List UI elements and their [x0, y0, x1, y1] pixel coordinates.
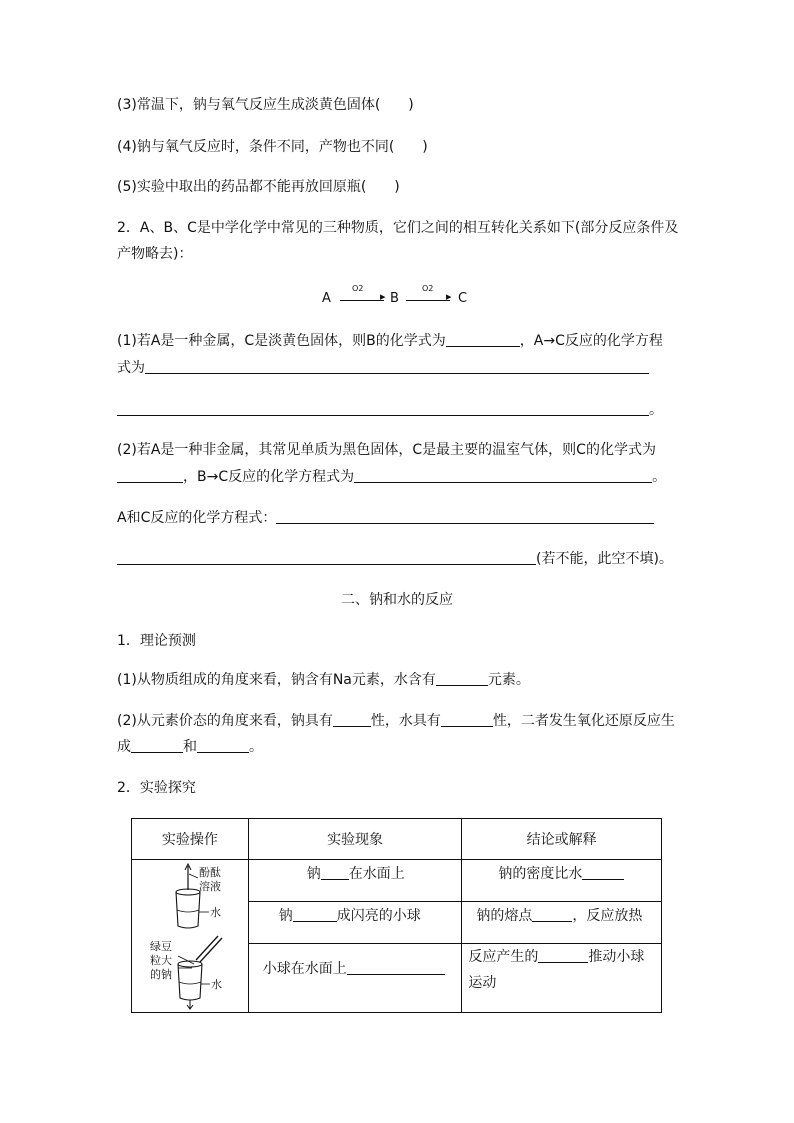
- label-grain-1: 绿豆: [150, 940, 172, 953]
- part-1-line1: [117, 331, 663, 351]
- ac-blank-1[interactable]: [276, 508, 654, 524]
- part-1-text-b: ，A→C反应的化学方程: [519, 333, 663, 349]
- row3-conc-text: [468, 946, 644, 966]
- row3-phen-a: 小球在水面上: [262, 961, 347, 977]
- row2-phenomenon: [248, 902, 462, 944]
- row1-phen-text: [307, 863, 405, 883]
- row3-conclusion: [462, 944, 662, 1013]
- period-1: 。: [649, 402, 663, 418]
- arrow-2-condition: O2: [422, 284, 434, 293]
- beaker-top-water: [177, 910, 199, 912]
- theory-q2-text-d: 成: [117, 739, 131, 755]
- part-2-line1: (2)若A是一种非金属，其常见单质为黑色固体，C是最主要的温室气体，则C的化学式为: [117, 442, 656, 458]
- row2-phen-blank[interactable]: [293, 906, 337, 922]
- operation-figure-cell: [132, 860, 249, 1013]
- part-1-blank-b-formula[interactable]: [446, 331, 520, 347]
- arrow-1-head: ▸: [380, 290, 386, 303]
- table-row: [132, 860, 662, 902]
- row2-conc-a: 钠的熔点: [476, 908, 533, 924]
- reaction-a: A: [322, 291, 331, 306]
- ac-note: (若不能，此空不填)。: [536, 551, 673, 567]
- row2-phen-a: 钠: [278, 908, 293, 924]
- part-2-line2: [117, 467, 666, 487]
- theory-q2-text-a: (2)从元素价态的角度来看，钠具有: [117, 713, 333, 729]
- row1-phen-blank[interactable]: [321, 864, 349, 880]
- arrow-1: [340, 300, 384, 301]
- reaction-b: B: [390, 291, 399, 306]
- row2-conc-b: ，反应放热: [572, 908, 643, 924]
- ac-blank-2[interactable]: [117, 549, 536, 565]
- grain-leader-1: [178, 956, 194, 964]
- label-water-top: 水: [210, 906, 221, 919]
- beaker-bottom: [178, 964, 202, 1000]
- part-1-blank-equation[interactable]: [145, 358, 649, 374]
- row2-conc-blank[interactable]: [532, 906, 572, 922]
- reaction-c: C: [458, 291, 468, 306]
- ac-label: A和C反应的化学方程式：: [117, 510, 277, 526]
- label-water-bottom: 水: [211, 978, 222, 991]
- row1-conc-a: 钠的密度比水: [498, 866, 583, 882]
- label-solution: 溶液: [199, 880, 221, 893]
- question-2-intro-line1: 2．A、B、C是中学化学中常见的三种物质，它们之间的相互转化关系如下(部分反应条件及: [117, 220, 679, 236]
- part-2-blank-c-formula[interactable]: [117, 467, 183, 483]
- question-4: (4)钠与氧气反应时，条件不同，产物也不同( ): [117, 139, 428, 155]
- theory-q2-blank-3[interactable]: [131, 737, 183, 753]
- table-header-row: [132, 819, 662, 860]
- header-conclusion: 结论或解释: [462, 819, 662, 860]
- theory-q2-text-b: 性，水具有: [370, 713, 441, 729]
- theory-q1-text-a: (1)从物质组成的角度来看，钠含有Na元素，水含有: [117, 672, 436, 688]
- theory-q2-blank-1[interactable]: [333, 711, 371, 727]
- part-2-blank-equation[interactable]: [354, 467, 652, 483]
- row1-conc-blank[interactable]: [582, 864, 624, 880]
- period-2: 。: [652, 469, 667, 485]
- row2-phen-b: 成闪亮的小球: [336, 908, 421, 924]
- beaker-bottom-water: [179, 982, 201, 984]
- header-operation: 实验操作: [132, 819, 249, 860]
- row3-conc-blank[interactable]: [538, 947, 588, 963]
- beaker-figure: [132, 860, 247, 1010]
- part-1-blank-equation-cont[interactable]: [117, 400, 649, 416]
- theory-q2-line1: [117, 711, 675, 731]
- part-1-text-a: (1)若A是一种金属，C是淡黄色固体，则B的化学式为: [117, 333, 446, 349]
- period-3: 。: [249, 739, 263, 755]
- ac-line2: [117, 549, 673, 569]
- row2-conclusion: [462, 902, 662, 944]
- ac-line1: [117, 508, 654, 528]
- row3-phen-blank[interactable]: [347, 959, 445, 975]
- theory-q2-text-e: 和: [183, 739, 197, 755]
- experiment-table: [131, 818, 662, 1013]
- row3-phen-text: [263, 958, 445, 978]
- part-1-line2: [117, 358, 649, 378]
- question-3: (3)常温下，钠与氧气反应生成淡黄色固体( ): [117, 97, 414, 113]
- part-2-text-b: ，B→C反应的化学方程式为: [183, 469, 355, 485]
- part-1-line3: [117, 400, 663, 420]
- row2-conc-text: [476, 905, 642, 925]
- reaction-scheme: [322, 284, 482, 312]
- row1-phen-b: 在水面上: [348, 866, 405, 882]
- question-2-intro-line2: 产物略去)：: [117, 246, 193, 262]
- dropper-label-leader: [189, 874, 198, 878]
- question-5: (5)实验中取出的药品都不能再放回原瓶( ): [117, 179, 400, 195]
- row1-phen-a: 钠: [306, 866, 321, 882]
- section-title: 二、钠和水的反应: [341, 592, 453, 608]
- row3-conc-a: 反应产生的: [468, 949, 539, 965]
- experiment-heading: 2．实验探究: [117, 780, 196, 796]
- row3-phenomenon: [248, 944, 462, 1013]
- row1-conclusion: [462, 860, 662, 902]
- theory-q1-blank[interactable]: [436, 670, 488, 686]
- arrow-1-condition: O2: [352, 284, 364, 293]
- row1-conc-text: [498, 863, 624, 883]
- tongs: [196, 936, 222, 962]
- row3-conc-b: 推动小球: [588, 949, 645, 965]
- part-1-text-c: 式为: [117, 360, 145, 376]
- theory-q2-line2: [117, 737, 263, 757]
- row2-phen-text: [279, 905, 421, 925]
- theory-q2-text-c: 性，二者发生氧化还原反应生: [492, 713, 675, 729]
- arrow-2: [406, 300, 450, 301]
- label-grain-3: 的钠: [150, 968, 172, 981]
- arrow-2-head: ▸: [446, 290, 452, 303]
- label-phenol: 酚酞: [199, 866, 221, 879]
- row1-phenomenon: [248, 860, 462, 902]
- theory-q2-blank-2[interactable]: [441, 711, 493, 727]
- theory-q2-blank-4[interactable]: [197, 737, 249, 753]
- header-phenomenon: 实验现象: [248, 819, 462, 860]
- row3-conc-c: 运动: [468, 975, 497, 991]
- theory-q1: [117, 670, 530, 690]
- theory-q1-text-b: 元素。: [487, 672, 530, 688]
- theory-heading: 1．理论预测: [117, 633, 196, 649]
- beaker-top: [176, 892, 200, 928]
- label-grain-2: 粒大: [150, 954, 172, 967]
